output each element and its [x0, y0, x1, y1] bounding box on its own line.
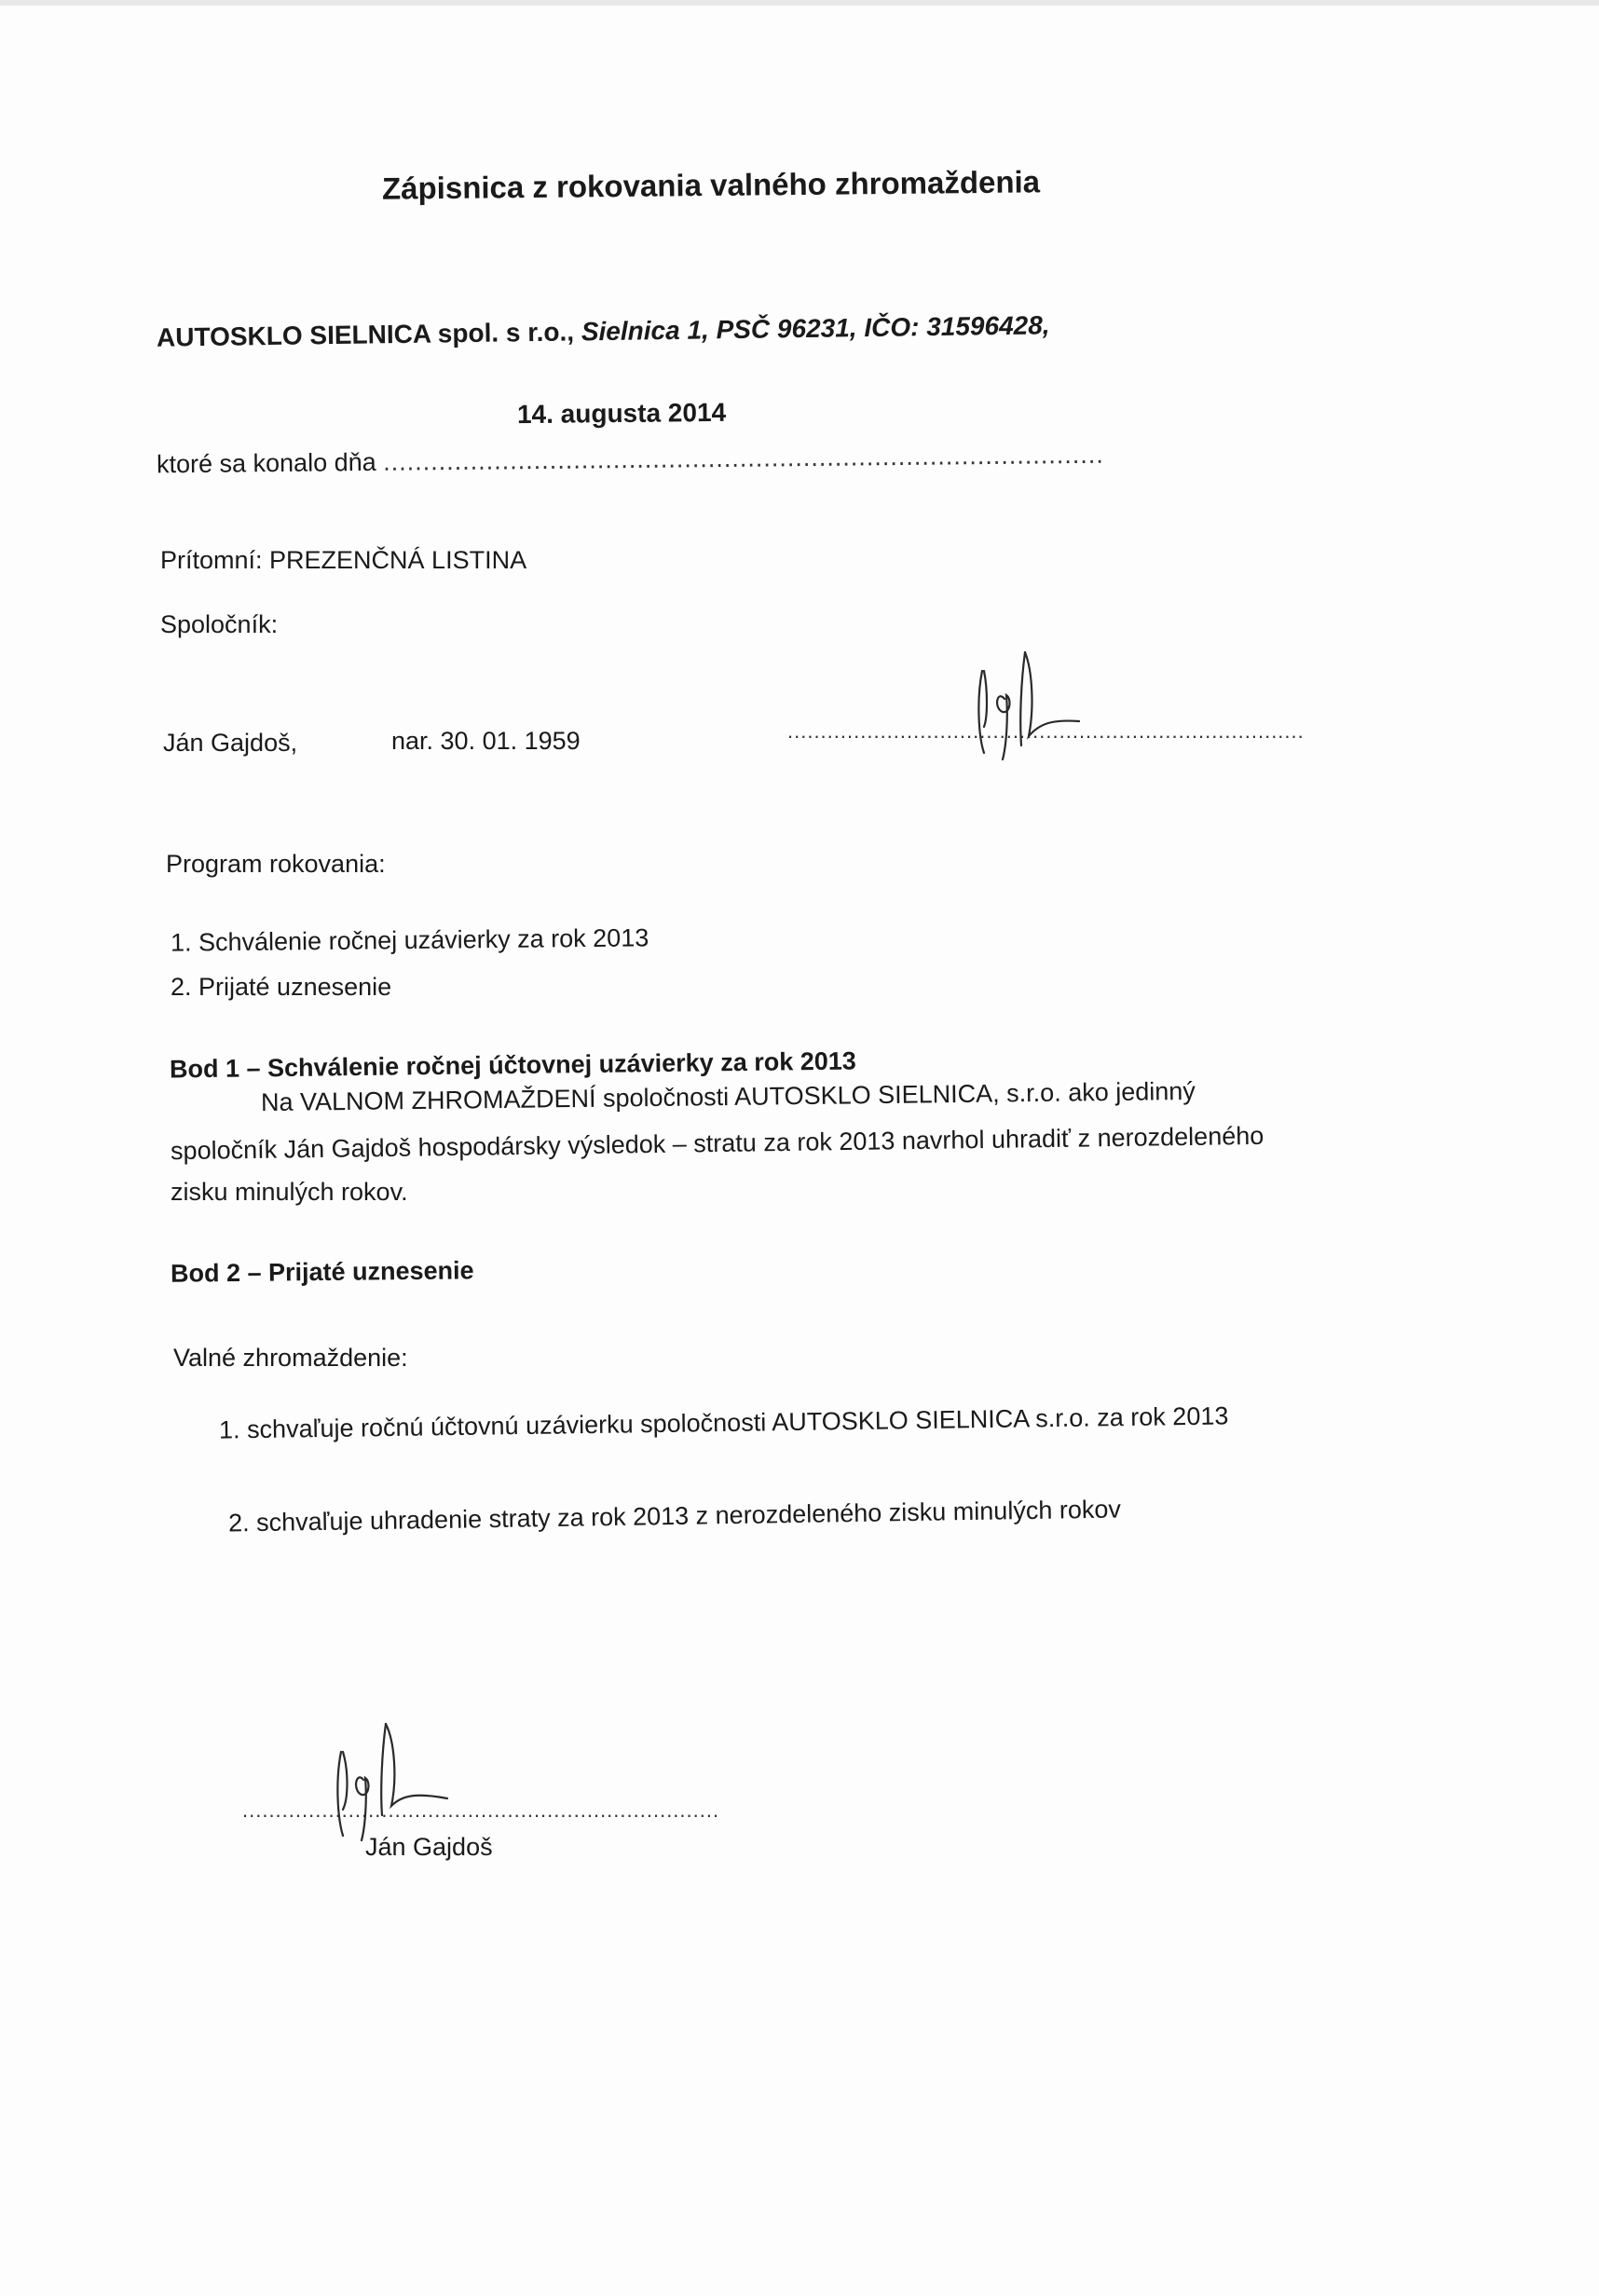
- program-item: 2. Prijaté uznesenie: [171, 973, 392, 1001]
- bottom-signature-line: ........................................................................: [242, 1798, 720, 1822]
- program-label: Program rokovania:: [166, 850, 386, 878]
- resolution-item: 2. schvaľuje uhradenie straty za rok 2013 z nerozdeleného zisku minulých rokov: [227, 1495, 1122, 1538]
- held-label: ktoré sa konalo dňa: [156, 447, 376, 479]
- partner-label: Spoločník:: [160, 610, 279, 638]
- handwritten-signature-2: [326, 1705, 466, 1854]
- company-name: AUTOSKLO SIELNICA spol. s r.o.,: [156, 317, 575, 352]
- signature-line: ..............................................................................: [787, 719, 1305, 743]
- program-item: 1. Schválenie ročnej uzávierky za rok 2013: [170, 923, 649, 957]
- company-address: Sielnica 1, PSČ 96231, IČO: 31596428,: [581, 310, 1050, 347]
- assembly-label: Valné zhromaždenie:: [173, 1344, 408, 1372]
- present-line: Prítomní: PREZENČNÁ LISTINA: [160, 546, 527, 574]
- scan-edge: [0, 0, 1599, 6]
- bottom-signature-name: Ján Gajdoš: [365, 1833, 493, 1861]
- held-line: [157, 441, 1104, 480]
- held-dots: ...........................................................................................: [383, 440, 1104, 476]
- point1-line: zisku minulých rokov.: [171, 1178, 408, 1206]
- handwritten-signature-1: [960, 634, 1100, 773]
- partner-name: Ján Gajdoš,: [163, 729, 298, 757]
- partner-birth: nar. 30. 01. 1959: [391, 727, 581, 755]
- company-line: [157, 310, 1050, 352]
- resolution-item: 1. schvaľuje ročnú účtovnú uzávierku spoločnosti AUTOSKLO SIELNICA s.r.o. za rok 2013: [218, 1401, 1229, 1444]
- point2-heading: Bod 2 – Prijaté uznesenie: [170, 1256, 474, 1288]
- meeting-date: 14. augusta 2014: [516, 397, 727, 430]
- point1-heading: Bod 1 – Schválenie ročnej účtovnej uzávierky za rok 2013: [169, 1046, 856, 1084]
- point1-line: spoločník Ján Gajdoš hospodársky výsledok – stratu za rok 2013 navrhol uhradiť z nerozdeleného: [170, 1121, 1264, 1166]
- document-title: Zápisnica z rokovania valného zhromaždenia: [381, 164, 1041, 206]
- point1-line: Na VALNOM ZHROMAŽDENÍ spoločnosti AUTOSKLO SIELNICA, s.r.o. ako jedinný: [260, 1076, 1196, 1117]
